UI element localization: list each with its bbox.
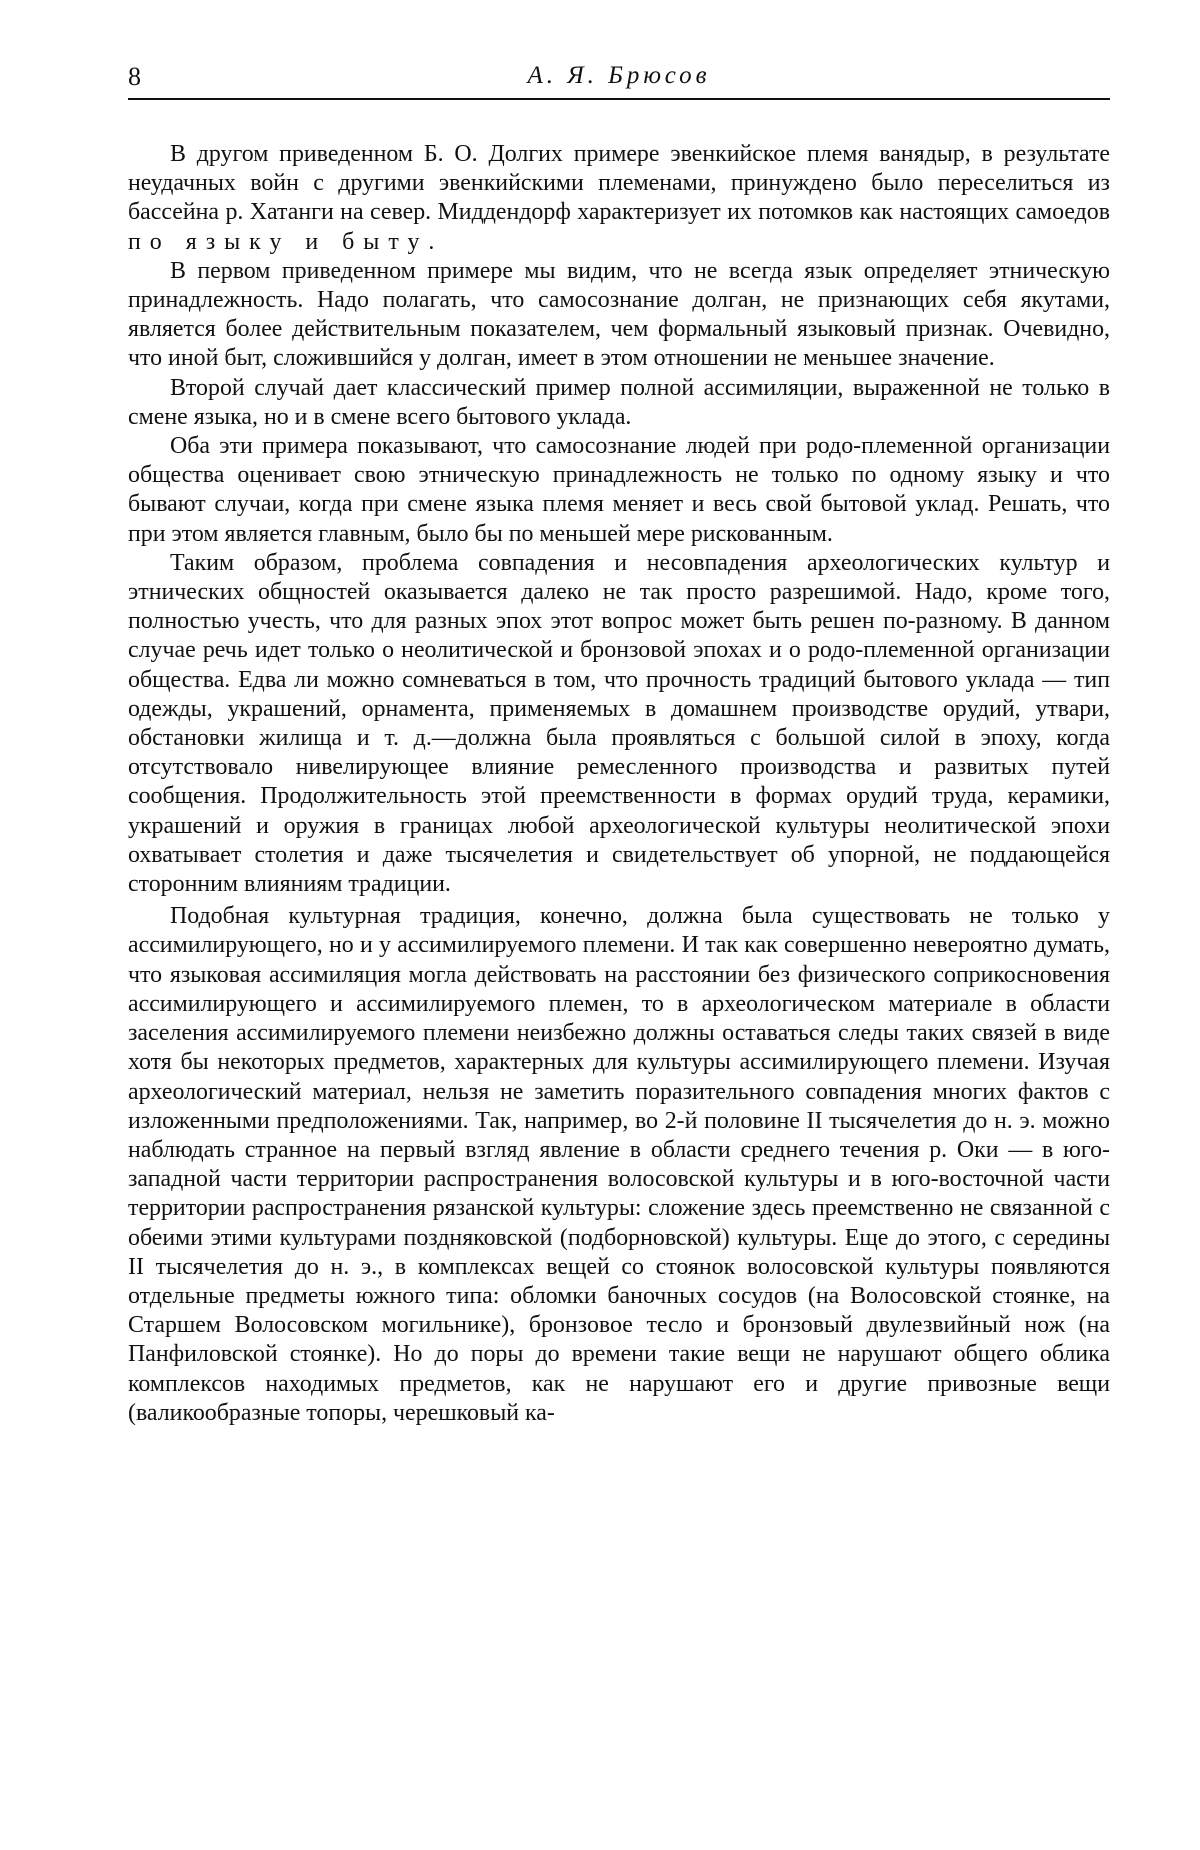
paragraph-1 [128, 140, 1110, 257]
paragraph-6: Подобная культурная традиция, конечно, должна была существовать не только у ассимилирующего, но и у ассимилируемого племени. И так как совершенно невероятно думать, что языковая ассимиляция могла действовать на расстоянии без физического соприкосновения ассимилирующего и ассимилируемого племен, то в археологическом материале в области заселения ассимилируемого племени неизбежно должны оставаться следы таких связей в виде хотя бы некоторых предметов, характерных для культуры ассимилирующего племени. Изучая археологический материал, нельзя не заметить поразительного совпадения многих фактов с изложенными предположениями. Так, например, во 2-й половине II тысячелетия до н. э. можно наблюдать странное на первый взгляд явление в области среднего течения р. Оки — в юго-западной части территории распространения волосовской культуры и в юго-восточной части территории распространения рязанской культуры: сложение здесь преемственно не связанной с обеими этими культурами поздняковской (подборновской) культуры. Еще до этого, с середины II тысячелетия до н. э., в комплексах вещей со стоянок волосовской культуры появляются отдельные предметы южного типа: обломки баночных сосудов (на Волосовской стоянке, на Старшем Волосовском могильнике), бронзовое тесло и бронзовый двулезвийный нож (на Панфиловской стоянке). Но до поры до времени такие вещи не нарушают общего облика комплексов находимых предметов, как не нарушают его и другие привозные вещи (валикообразные топоры, черешковый ка- [128, 903, 1110, 1426]
paragraph-2: В первом приведенном примере мы видим, что не всегда язык определяет этническую принадлежность. Надо полагать, что самосознание долган, не признающих себя якутами, является более действительным показателем, чем формальный языковый признак. Очевидно, что иной быт, сложившийся у долган, имеет в этом отношении не меньшее значение. [128, 257, 1110, 372]
paragraph-3: Второй случай дает классический пример полной ассимиляции, выраженной не только в смене языка, но и в смене всего бытового уклада. [128, 374, 1110, 430]
book-page [128, 58, 1110, 1428]
paragraph-4: Оба эти примера показывают, что самосознание людей при родо-племенной организации общества оценивает свою этническую принадлежность не только по одному языку и что бывают случаи, когда при смене языка племя меняет и весь свой бытовой уклад. Решать, что при этом является главным, было бы по меньшей мере рискованным. [128, 433, 1110, 547]
running-title: А. Я. Брюсов [527, 62, 711, 89]
page-header [128, 58, 1110, 100]
paragraph-1-emphasis: по языку и быту [128, 228, 429, 255]
paragraph-5: Таким образом, проблема совпадения и несовпадения археологических культур и этнических общностей оказывается далеко не так просто разрешимой. Надо, кроме того, полностью учесть, что для разных эпох этот вопрос может быть решен по-разному. В данном случае речь идет только о неолитической и бронзовой эпохах и о родо-племенной организации общества. Едва ли можно сомневаться в том, что прочность традиций бытового уклада — тип одежды, украшений, орнамента, применяемых в домашнем производстве орудий, утвари, обстановки жилища и т. д.—должна была проявляться с большой силой в эпоху, когда отсутствовало нивелирующее влияние ремесленного производства и развитых путей сообщения. Продолжительность этой преемственности в формах орудий труда, керамики, украшений и оружия в границах любой археологической культуры неолитической эпохи охватывает столетия и даже тысячелетия и свидетельствует об упорной, не поддающейся сторонним влияниям традиции. [128, 549, 1110, 898]
body-text [128, 140, 1110, 1428]
paragraph-1-end: . [428, 228, 435, 255]
paragraph-1-text: В другом приведенном Б. О. Долгих примере эвенкийское племя ванядыр, в результате неудачных войн с другими эвенкийскими племенами, принуждено было переселиться из бассейна р. Хатанги на север. Миддендорф характеризует их потомков как настоящих самоедов [128, 141, 1110, 226]
page-number: 8 [128, 62, 141, 91]
